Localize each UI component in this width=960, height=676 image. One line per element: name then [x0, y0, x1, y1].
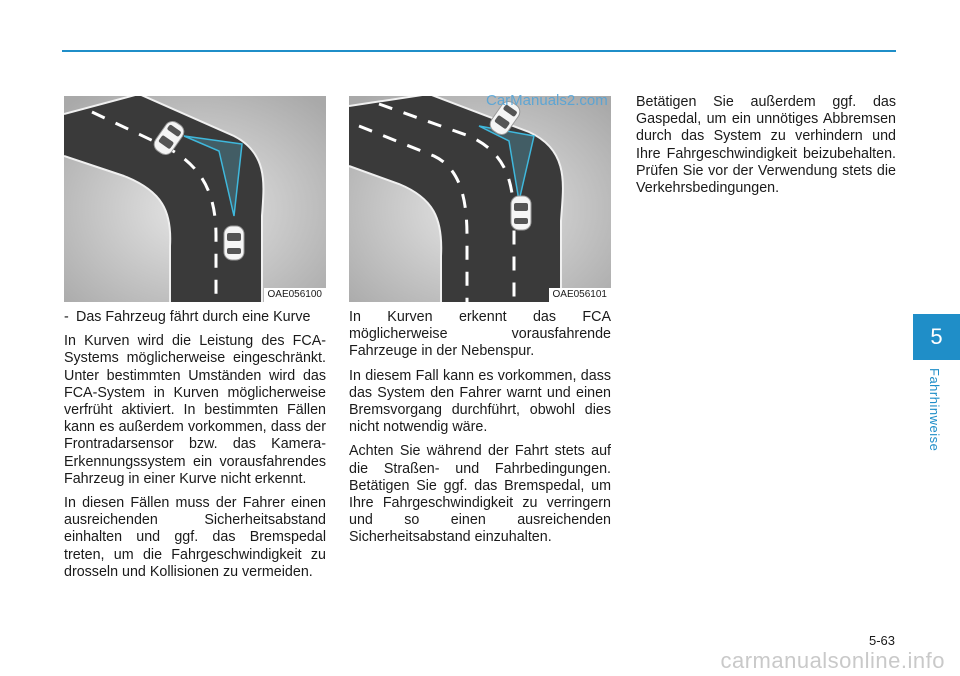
text-column-1 [64, 309, 326, 588]
bullet-text: Das Fahrzeug fährt durch eine Kurve [76, 309, 311, 325]
text-column-3 [636, 94, 896, 204]
watermark-footer: carmanualsonline.info [720, 648, 945, 673]
bullet-dash: - [64, 309, 69, 325]
header-rule [62, 50, 896, 52]
figure-curve-adjacent-lane [349, 96, 611, 302]
figure-code: OAE056101 [549, 288, 612, 302]
figure-code: OAE056100 [264, 288, 327, 302]
chapter-tab [913, 314, 960, 360]
figure-curve-adjacent-lane-illustration [349, 96, 611, 302]
paragraph: In Kurven erkennt das FCA möglicherweise vorausfahrende Fahrzeuge in der Nebenspur. [349, 309, 611, 360]
paragraph: In Kurven wird die Leistung des FCA-Systems möglicherweise eingeschränkt. Unter bestimmten Umständen wird das FCA-System in Kurven möglicherweise verfrüht aktiviert. In bestimmten Fällen kann es außerdem vorkommen, dass der Frontradarsensor bzw. das Kamera-Erkennungssystem ein vorausfahrendes Fahrzeug in einer Kurve nicht erkennt. [64, 333, 326, 487]
paragraph: Achten Sie während der Fahrt stets auf die Straßen- und Fahrbedingungen. Betätigen Sie ggf. das Bremspedal, um Ihre Fahrgeschwindigkeit zu verringern und so einen ausreichenden Sicherheitsabstand einzuhalten. [349, 443, 611, 546]
paragraph: Betätigen Sie außerdem ggf. das Gaspedal, um ein unnötiges Abbremsen durch das System zu verhindern und Ihre Fahrgeschwindigkeit beizubehalten. Prüfen Sie vor der Verwendung stets die Verkehrsbedingungen. [636, 94, 896, 197]
page-number: 5-63 [868, 633, 895, 648]
chapter-number: 5 [930, 324, 943, 349]
paragraph: In diesen Fällen muss der Fahrer einen ausreichenden Sicherheitsabstand einhalten und ggf. das Bremspedal treten, um die Fahrgeschwindigkeit zu drosseln und Kollisionen zu vermeiden. [64, 495, 326, 580]
bullet-item [64, 309, 326, 326]
chapter-label: Fahrhinweise [927, 368, 942, 452]
watermark-link[interactable]: CarManuals2.com [486, 92, 608, 109]
paragraph: In diesem Fall kann es vorkommen, dass das System den Fahrer warnt und einen Bremsvorgang durchführt, obwohl dies nicht notwendig wäre. [349, 367, 611, 436]
figure-curve-single-lane-illustration [64, 96, 326, 302]
figure-curve-single-lane [64, 96, 326, 302]
text-column-2 [349, 309, 611, 554]
